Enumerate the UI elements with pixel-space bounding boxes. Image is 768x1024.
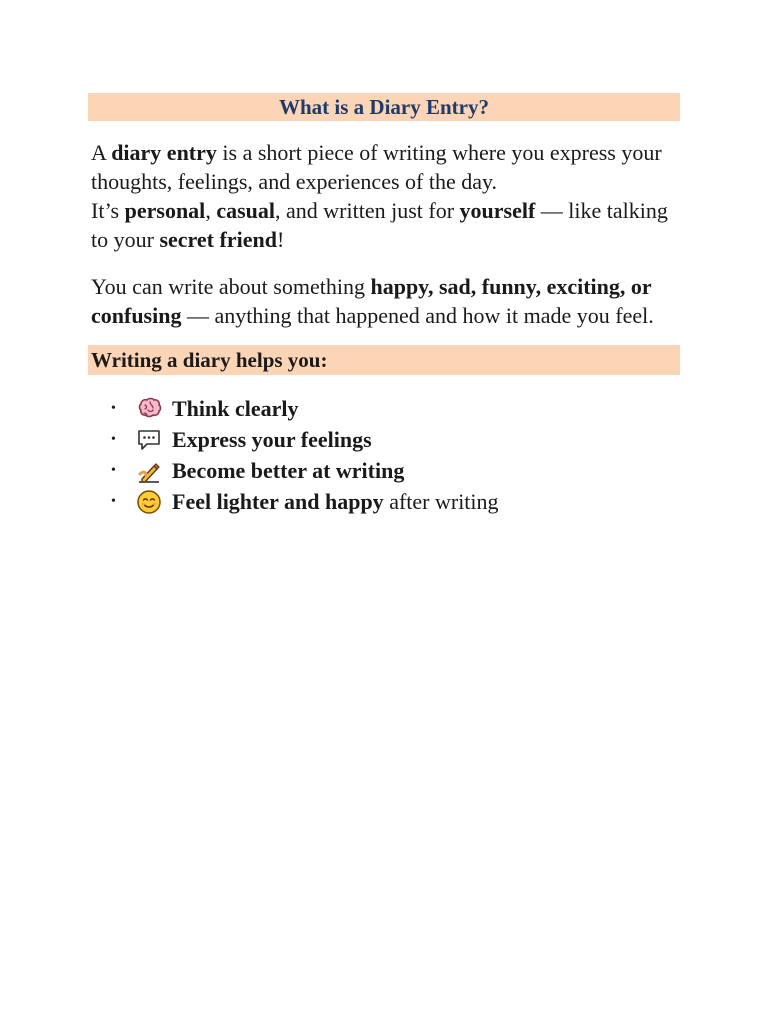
run-bold: secret friend: [159, 227, 277, 252]
run: , and written just for: [275, 198, 460, 223]
document-page: [88, 93, 680, 517]
list-item: [88, 424, 680, 455]
run: — anything that happened and how it made you feel.: [181, 303, 654, 328]
bullet: •: [111, 494, 116, 509]
subheading-banner: [88, 345, 680, 375]
run-bold: casual: [216, 198, 275, 223]
benefit-text-bold: Feel lighter and happy: [172, 489, 384, 514]
topics-paragraph: [88, 272, 680, 330]
benefit-text-bold: Express your feelings: [172, 427, 372, 452]
intro-line-2: [91, 198, 668, 252]
run: is a short piece of writing where you express your thoughts, feelings, and experiences of the day.: [91, 140, 662, 194]
list-item: [88, 393, 680, 424]
run: A: [91, 140, 112, 165]
speech-bubble-icon: [136, 427, 162, 453]
writing-hand-icon: [136, 458, 162, 484]
run-bold: yourself: [459, 198, 536, 223]
benefits-list: [88, 393, 680, 517]
run: You can write about something: [91, 274, 371, 299]
subheading: Writing a diary helps you:: [91, 348, 328, 372]
benefit-text-bold: Become better at writing: [172, 458, 405, 483]
bullet: •: [111, 463, 116, 478]
run: — like talking to your: [91, 198, 668, 252]
intro-paragraph: [88, 138, 680, 254]
brain-icon: [136, 396, 162, 422]
list-item: [88, 486, 680, 517]
benefit-text-bold: Think clearly: [172, 396, 299, 421]
run: ,: [205, 198, 217, 223]
intro-line-1: [91, 140, 662, 194]
benefit-text: after writing: [383, 489, 499, 514]
run-bold: diary entry: [111, 140, 217, 165]
bullet: •: [111, 401, 116, 416]
title-banner: [88, 93, 680, 121]
list-item: [88, 455, 680, 486]
bullet: •: [111, 432, 116, 447]
smiling-face-icon: [136, 489, 162, 515]
run-bold: personal: [124, 198, 206, 223]
run: It’s: [91, 198, 125, 223]
run: !: [276, 227, 285, 252]
run-bold: happy, sad, funny, exciting, or confusing: [91, 274, 652, 328]
page-title: What is a Diary Entry?: [279, 95, 489, 119]
